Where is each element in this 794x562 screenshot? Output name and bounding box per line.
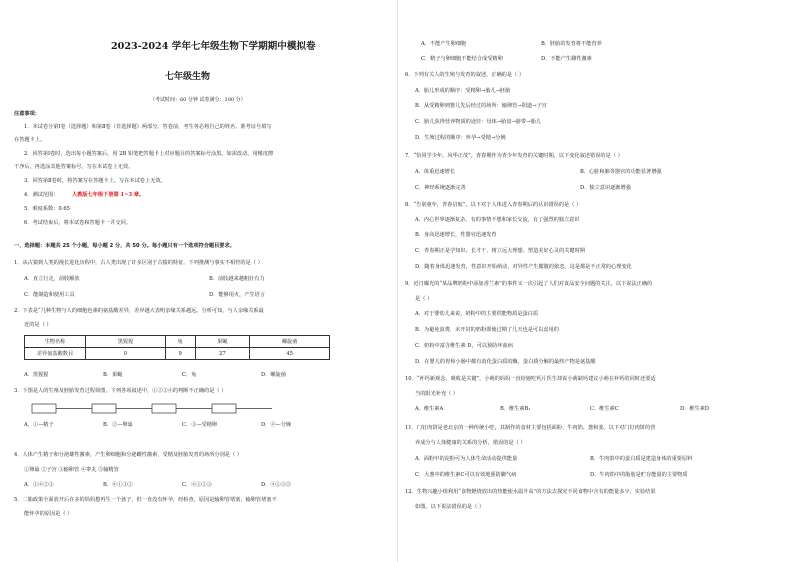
question-stem: 如图。以下说法错误的是（ ） [415, 504, 485, 510]
option-c: C．兔 [182, 372, 197, 378]
note-line: 1．本试卷分第Ⅰ卷（选择题）和第Ⅱ卷（非选择题）两部分。答卷前，考生务必将自己的姓名、准考证号填写 [24, 124, 272, 130]
question-stem: 4．人体产生精子和分泌雄性激素，产生卵细胞和分泌雌性激素，受精及胚胎发育的场所分别是（ ） [14, 452, 243, 458]
question-stem: 6．下列有关人的生殖与发育的叙述，正确的是（ ） [405, 72, 525, 78]
exam-title: 2023-2024 学年七年级生物下学期期中模拟卷 [111, 41, 316, 52]
note-line: 5．难度系数：0.65 [24, 206, 70, 212]
table-cell: 27 [195, 348, 250, 360]
question-stem: 5．二胎政策全面放开后许多的妈妈想再生一个孩子，但一直没有怀孕，经检查，原因是输卵管堵塞，输卵管堵塞不 [14, 497, 277, 503]
question-stem: 9．近日曝光的“某品牌奶粉中添加香兰素”的事件又一次引起了人们对食品安全问题的关注，以下说法正确的 [405, 281, 653, 287]
exam-info: （考试时间：60 分钟 试卷满分：100 分） [150, 97, 246, 103]
table-cell: 兔 [165, 336, 195, 348]
option-c: C．青春期正是学知识、长才干、树立远大理想、塑造美好心灵的关键时期 [415, 248, 585, 254]
option-d: D．独立意识逐渐增强 [580, 185, 631, 191]
question-stem: 11．门钉肉饼是老北京的一种传统小吃，其制作的食材主要包括面粉、牛肉馅、葱和姜。以下对门钉肉饼的营 [405, 425, 656, 431]
option-c: C．精子与卵细胞不能结合成受精卵 [421, 56, 503, 62]
option-c: C．奶粉中富含维生素 D，可以预防坏血病 [415, 343, 513, 349]
table-row [25, 348, 330, 360]
section-heading: 一、选择题：本题共 25 个小题，每小题 2 分，共 50 分。每小题只有一个选项符合题目要求。 [14, 243, 235, 249]
option-c: C．胎儿获得营养物质的途径：母体→胎盘→脐带→胎儿 [415, 119, 541, 125]
question-stem: 近的是（ ） [24, 322, 52, 328]
table-cell: 差异氨基酸数目 [25, 348, 86, 360]
note-line: 3．回答第Ⅱ卷时，将答案写在答题卡上。写在本试卷上无效。 [24, 178, 166, 184]
option-d: D．螺旋菌 [261, 372, 286, 378]
option-d: D．在婴儿的胃和小肠中都有消化蛋白质的酶，蛋白质分解的最终产物是氨基酸 [415, 359, 596, 365]
option-d: D．牛肉馅中的脂肪是贮存能量的主要物质 [590, 472, 688, 478]
note-line: 在答题卡上。 [14, 137, 46, 143]
option-b: B．前肢越来越粗壮有力 [209, 276, 265, 282]
question-stem: 12．生物兴趣小组利用“食物燃烧放出的热能使水温升高”的方法去探究不同食物中含有的能量多少，实验结果 [405, 489, 656, 495]
option-a: A．对于婴幼儿来说，奶粉中的主要供能物质是蛋白质 [415, 311, 539, 317]
question-stem: 8．“告别童年，青春启航”。以下对于人体进入青春期后的认识错误的是（ ） [405, 202, 582, 208]
table-cell: 果蝇 [195, 336, 250, 348]
option-b: B．④①③② [103, 482, 133, 488]
diagram-box [92, 404, 116, 413]
option-c: C．维生素C [590, 406, 619, 412]
option-a: A．不能产生卵细胞 [421, 41, 467, 47]
question-stem: 是（ ） [415, 296, 433, 302]
table-cell: 黑猩猩 [86, 336, 166, 348]
option-b: B．胚胎的发育将不能营养 [541, 41, 602, 47]
option-d: D．不能产生雌性激素 [541, 56, 592, 62]
question-stem: 当的阳光补充（ ） [415, 391, 459, 397]
option-d: D．维生素D [680, 406, 710, 412]
table-cell: 生物名称 [25, 336, 86, 348]
option-a: A．①—精子 [24, 422, 54, 428]
option-d: D．生殖过程的顺序：怀孕→受精→分娩 [415, 135, 506, 141]
question-stem: 能怀孕的原因是（ ） [24, 511, 73, 517]
option-a: A．面粉中的淀粉可为人体生命活动提供能量 [415, 456, 518, 462]
note-line: 2．回答第Ⅰ卷时，选出每小题答案后，用 2B 铅笔把答题卡上对应题目的答案标号涂黑。如需改动，用橡皮擦 [24, 151, 274, 157]
option-c: C．④①②③ [182, 482, 212, 488]
option-a: A．黑猩猩 [24, 372, 49, 378]
option-b: B．心脏和肺等器官的功能显著增强 [580, 169, 662, 175]
note-line: 干净后，再选涂其他答案标号。写在本试卷上无效。 [14, 164, 134, 170]
organ-list: ①卵巢 ②子宫 ③输卵管 ④睾丸 ⑤输精管 [24, 467, 119, 473]
question-stem: 7．“恰同学少年，风华正茂”。青春期作为青少年发育的关键时期，以下变化叙述错误的是（ ） [405, 153, 623, 159]
note-line: 6．考试结束后，将本试卷和答题卡一并交回。 [24, 220, 132, 226]
option-b: B．身高迅速增长，性器官迅速发育 [415, 232, 497, 238]
table-cell: 0 [86, 348, 166, 360]
page-divider [397, 0, 398, 562]
question-stem: 3．下图是人的生殖及胚胎发育过程简图，下列各项叙述中，①②③④的判断不正确的是（ ） [14, 388, 227, 394]
table-cell: 螺旋菌 [250, 336, 330, 348]
test-scope: 人教版七年级下册第 1~3 章。 [72, 192, 145, 198]
table-cell: 45 [250, 348, 330, 360]
diagram-box [152, 404, 176, 413]
question-stem: 养成分与人体健康的关系的分析，错误的是（ ） [415, 440, 526, 446]
table-row [25, 336, 330, 348]
option-a: A．①④②③ [24, 482, 54, 488]
option-c: C．能制造和使用工具 [24, 292, 75, 298]
option-b: B．果蝇 [103, 372, 123, 378]
question-stem: 2．下表是“几种生物与人的细胞色素的氨基酸差异，差异越大表明亲缘关系越远。分析可知，与人亲缘关系最 [14, 308, 264, 314]
option-d: D．④①③⑤ [261, 482, 292, 488]
option-a: A．胎儿形成的顺序：受精卵→胎儿→胚胎 [415, 88, 511, 94]
option-b: B．从受精卵到婴儿先后经过的场所：输卵管→阴道→子宫 [415, 103, 547, 109]
diagram-box [32, 404, 56, 413]
table-cell: 9 [165, 348, 195, 360]
option-b: B．牛肉馅中的蛋白质是建造身体的重要原料 [590, 456, 693, 462]
option-b: B．为避免浪费，未开封的奶粉即使过期了几天也是可以食用的 [415, 327, 559, 333]
option-a: A．体重迅速增长 [415, 169, 456, 175]
question-stem: 10．“补钙新观念，吸收是关键”。小萌的妈妈一直给她吃钙片医生却说小萌缺钙建议小萌在补钙的同时还要适 [405, 376, 656, 382]
option-d: D．能够用火，产生语言 [209, 292, 266, 298]
option-b: B．②—卵巢 [103, 422, 133, 428]
reproduction-diagram [30, 400, 330, 420]
option-c: C．大葱中的维生素C可以有效地预防脚气病 [415, 472, 517, 478]
question-stem: 1．从古猿到人类的漫长进化历程中，古人类出现了许多区别于古猿的特征。下列推测与事实不相符的是（ ） [14, 260, 263, 266]
option-d: D．随着身体迅速发育，性意识开始萌动，对异性产生朦胧的依恋，这是都是不正常的心理变化 [415, 264, 632, 270]
option-a: A．内心世界逐渐复杂，有的事情不想和家长交流，有了强烈的独立意识 [415, 217, 580, 223]
amino-acid-table [24, 335, 330, 360]
notes-heading: 注意事项： [14, 111, 40, 117]
option-d: D．④—分娩 [261, 422, 292, 428]
option-c: C．③—受精卵 [182, 422, 218, 428]
option-c: C．神经系统逐渐完善 [415, 185, 466, 191]
note-line: 4．测试范围： [24, 192, 59, 198]
option-a: A．维生素A [415, 406, 444, 412]
option-b: B．维生素B₁ [500, 406, 531, 412]
exam-subtitle: 七年级生物 [165, 72, 211, 82]
option-a: A．直立行走，前肢解放 [24, 276, 80, 282]
diagram-box [212, 404, 236, 413]
